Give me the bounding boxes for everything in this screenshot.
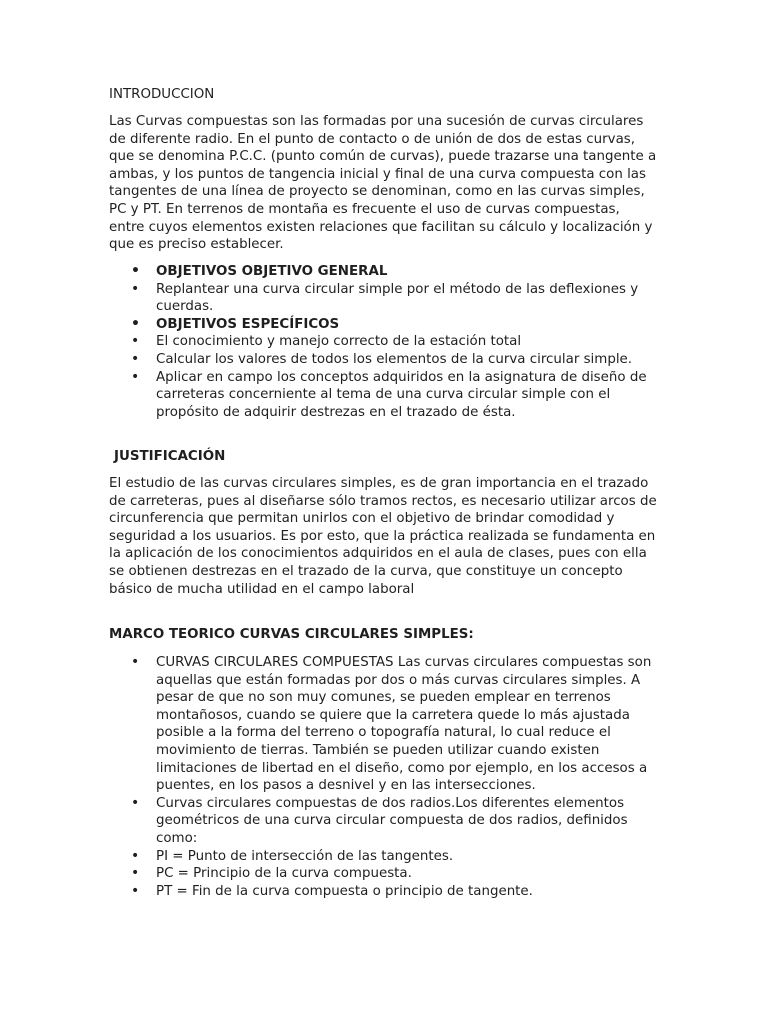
framework-list [131, 654, 657, 900]
framework-title: MARCO TEORICO CURVAS CIRCULARES SIMPLES: [109, 627, 474, 642]
justification-title: JUSTIFICACIÓN [114, 449, 226, 464]
intro-title: INTRODUCCION [109, 87, 215, 102]
objectives-list [131, 263, 657, 421]
justification-paragraph: El estudio de las curvas circulares simples, es de gran importancia en el trazado de carreteras, pues al diseñarse sólo tramos rectos, es necesario utilizar arcos de circunferencia que permitan unirlos con el objetivo de brindar comodidad y seguridad a los usuarios. Es por esto, que la práctica realizada se fundamenta en la aplicación de los conocimientos adquiridos en el aula de clases, pues con ella se obtienen destrezas en el trazado de la curva, que constituye un concepto básico de mucha utilidad en el campo laboral [109, 476, 657, 597]
objective-specific-heading: • OBJETIVOS ESPECÍFICOS [131, 316, 657, 334]
framework-item: • Curvas circulares compuestas de dos radios.Los diferentes elementos geométricos de una curva circular compuesta de dos radios, definidos como: [131, 795, 657, 848]
intro-paragraph: Las Curvas compuestas son las formadas por una sucesión de curvas circulares de diferente radio. En el punto de contacto o de unión de dos de estas curvas, que se denomina P.C.C. (punto común de curvas), puede trazarse una tangente a ambas, y los puntos de tangencia inicial y final de una curva compuesta con las tangentes de una línea de proyecto se denominan, como en las curvas simples, PC y PT. En terrenos de montaña es frecuente el uso de curvas compuestas, entre cuyos elementos existen relaciones que facilitan su cálculo y localización y que es preciso establecer. [109, 114, 657, 253]
framework-item: • CURVAS CIRCULARES COMPUESTAS Las curvas circulares compuestas son aquellas que están formadas por dos o más curvas circulares simples. A pesar de que no son muy comunes, se pueden emplear en terrenos montañosos, cuando se quiere que la carretera quede lo más ajustada posible a la forma del terreno o topografía natural, lo cual reduce el movimiento de tierras. También se pueden utilizar cuando existen limitaciones de libertad en el diseño, como por ejemplo, en los accesos a puentes, en los pasos a desnivel y en las intersecciones. [131, 654, 657, 795]
framework-item: • PI = Punto de intersección de las tangentes. [131, 848, 657, 866]
objective-specific-item: • Calcular los valores de todos los elementos de la curva circular simple. [131, 351, 657, 369]
objective-general-item: • Replantear una curva circular simple por el método de las deflexiones y cuerdas. [131, 281, 657, 316]
objective-specific-item: • El conocimiento y manejo correcto de la estación total [131, 333, 657, 351]
objective-general-heading: • OBJETIVOS OBJETIVO GENERAL [131, 263, 657, 281]
framework-item: • PT = Fin de la curva compuesta o principio de tangente. [131, 883, 657, 901]
framework-item: • PC = Principio de la curva compuesta. [131, 865, 657, 883]
objective-specific-item: • Aplicar en campo los conceptos adquiridos en la asignatura de diseño de carreteras concerniente al tema de una curva circular simple con el propósito de adquirir destrezas en el trazado de ésta. [131, 369, 657, 422]
